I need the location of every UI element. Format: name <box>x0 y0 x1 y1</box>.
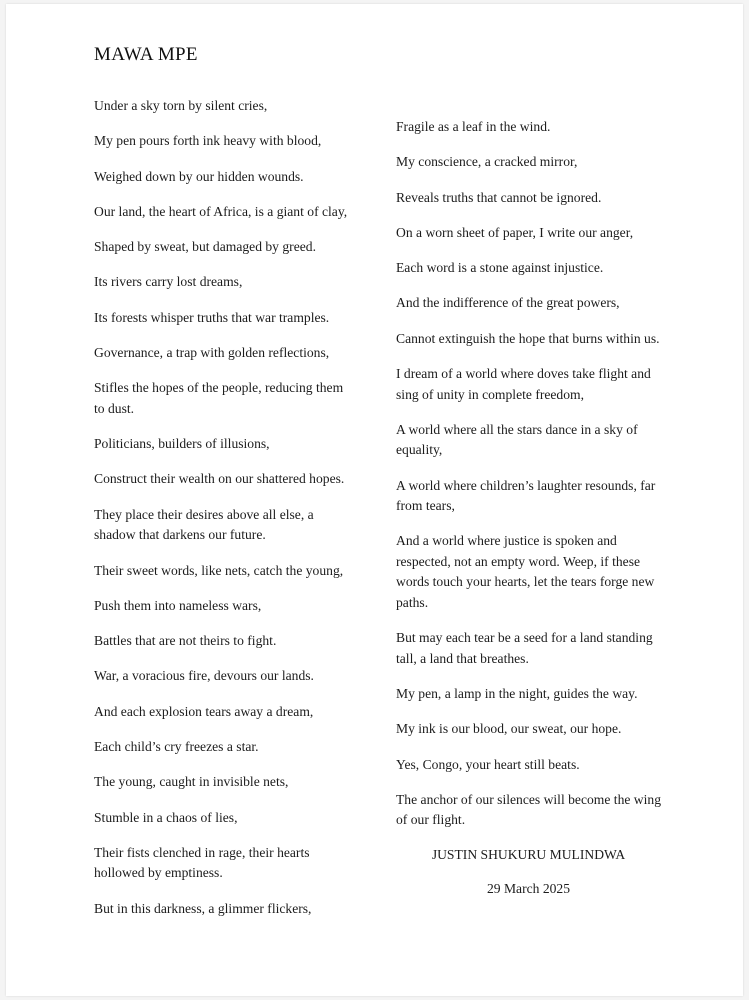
stanza: The young, caught in invisible nets, <box>94 774 289 790</box>
right-stanzas <box>396 117 661 831</box>
stanza: I dream of a world where doves take flight and sing of unity in complete freedom, <box>396 366 651 402</box>
stanza: Its rivers carry lost dreams, <box>94 274 243 290</box>
stanza: Battles that are not theirs to fight. <box>94 633 277 649</box>
stanza: Governance, a trap with golden reflections, <box>94 345 330 361</box>
stanza: The anchor of our silences will become the wing of our flight. <box>396 791 661 828</box>
stanza: Stifles the hopes of the people, reducing them to dust. <box>94 380 344 416</box>
stanza: Cannot extinguish the hope that burns within us. <box>396 330 660 346</box>
stanza: Weighed down by our hidden wounds. <box>94 168 304 184</box>
stanza: Reveals truths that cannot be ignored. <box>396 189 602 205</box>
stanza: Stumble in a chaos of lies, <box>94 809 238 825</box>
stanza: Their sweet words, like nets, catch the young, <box>94 562 344 578</box>
poem-title: MAWA MPE <box>94 44 198 65</box>
poem-date: 29 March 2025 <box>486 881 571 897</box>
stanza: Yes, Congo, your heart still beats. <box>396 756 580 772</box>
stanza: Politicians, builders of illusions, <box>94 436 270 452</box>
stanza: And the indifference of the great powers, <box>396 295 620 311</box>
author-name: JUSTIN SHUKURU MULINDWA <box>431 846 626 862</box>
stanza: Its forests whisper truths that war tramples. <box>94 309 330 325</box>
stanza: My conscience, a cracked mirror, <box>396 154 578 170</box>
document-page <box>6 4 743 996</box>
stanza: On a worn sheet of paper, I write our anger, <box>396 224 634 240</box>
stanza: But in this darkness, a glimmer flickers, <box>94 900 312 916</box>
poem-right-column <box>396 117 661 900</box>
stanza: Construct their wealth on our shattered hopes. <box>94 471 345 487</box>
stanza: A world where children’s laughter resounds, far from tears, <box>396 477 656 514</box>
stanza: They place their desires above all else, a shadow that darkens our future. <box>94 506 314 543</box>
stanza: Each word is a stone against injustice. <box>396 260 604 276</box>
stanza: Under a sky torn by silent cries, <box>94 98 268 113</box>
stanza: A world where all the stars dance in a sky of equality, <box>396 421 638 458</box>
stanza: War, a voracious fire, devours our lands. <box>94 668 314 684</box>
stanza: My ink is our blood, our sweat, our hope. <box>396 721 622 737</box>
stanza: Each child’s cry freezes a star. <box>94 739 259 755</box>
stanza: Push them into nameless wars, <box>94 597 262 613</box>
poem-left-column <box>94 96 356 919</box>
stanza: Our land, the heart of Africa, is a giant of clay, <box>94 203 348 219</box>
stanza: Shaped by sweat, but damaged by greed. <box>94 239 316 255</box>
stanza: My pen pours forth ink heavy with blood, <box>94 133 322 149</box>
stanza: Their fists clenched in rage, their hearts hollowed by emptiness. <box>94 844 310 881</box>
stanza: Fragile as a leaf in the wind. <box>396 119 551 134</box>
stanza: My pen, a lamp in the night, guides the way. <box>396 686 638 702</box>
stanza: But may each tear be a seed for a land standing tall, a land that breathes. <box>396 630 653 666</box>
stanza: And each explosion tears away a dream, <box>94 703 314 719</box>
stanza: And a world where justice is spoken and respected, not an empty word. Weep, if these words touch your hearts, let the tears forge new paths. <box>396 533 655 610</box>
